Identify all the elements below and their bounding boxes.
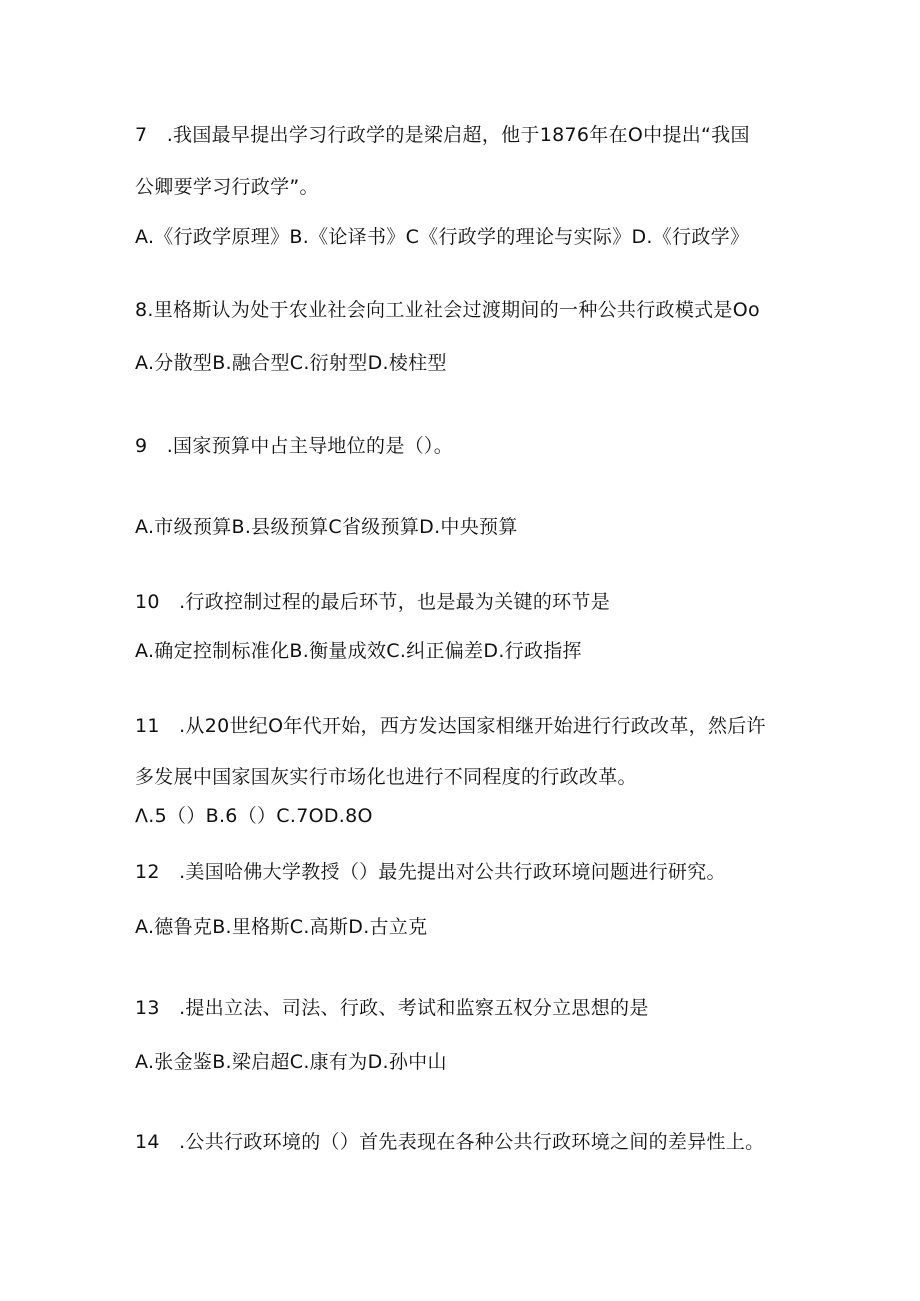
question-12-stem: 12 .美国哈佛大学教授（）最先提出对公共行政环境问题进行研究。 [135, 861, 726, 883]
question-7-stem-line-2: 公卿要学习行政学”。 [135, 176, 319, 198]
question-13-stem: 13 .提出立法、司法、行政、考试和监察五权分立思想的是 [135, 997, 649, 1019]
question-10-stem: 10 .行政控制过程的最后环节，也是最为关键的环节是 [135, 591, 611, 613]
question-11-options: Λ.5（）B.6（）C.7OD.8O [135, 805, 373, 827]
question-8-stem: 8.里格斯认为处于农业社会向工业社会过渡期间的一种公共行政模式是Oo [135, 299, 760, 321]
question-10-options: A.确定控制标准化B.衡量成效C.纠正偏差D.行政指挥 [135, 640, 582, 662]
question-13-options: A.张金鉴B.梁启超C.康有为D.孙中山 [135, 1051, 447, 1073]
question-14-stem: 14 .公共行政环境的（）首先表现在各种公共行政环境之间的差异性上。 [135, 1131, 765, 1153]
question-9-stem: 9 .国家预算中占主导地位的是（）。 [135, 435, 454, 457]
question-7-stem-line-1: 7 .我国最早提出学习行政学的是梁启超，他于1876年在O中提出“我国 [135, 124, 750, 146]
question-11-stem-line-1: 11 .从20世纪O年代开始，西方发达国家相继开始进行行政改革，然后许 [135, 715, 766, 737]
question-11-stem-line-2: 多发展中国家国灰实行市场化也进行不同程度的行政改革。 [135, 766, 637, 788]
question-8-options: A.分散型B.融合型C.衍射型D.棱柱型 [135, 352, 447, 374]
question-9-options: A.市级预算B.县级预算C省级预算D.中央预算 [135, 516, 518, 538]
question-7-options: A.《行政学原理》B.《论译书》C《行政学的理论与实际》D.《行政学》 [135, 226, 750, 248]
question-12-options: A.德鲁克B.里格斯C.高斯D.古立克 [135, 916, 428, 938]
